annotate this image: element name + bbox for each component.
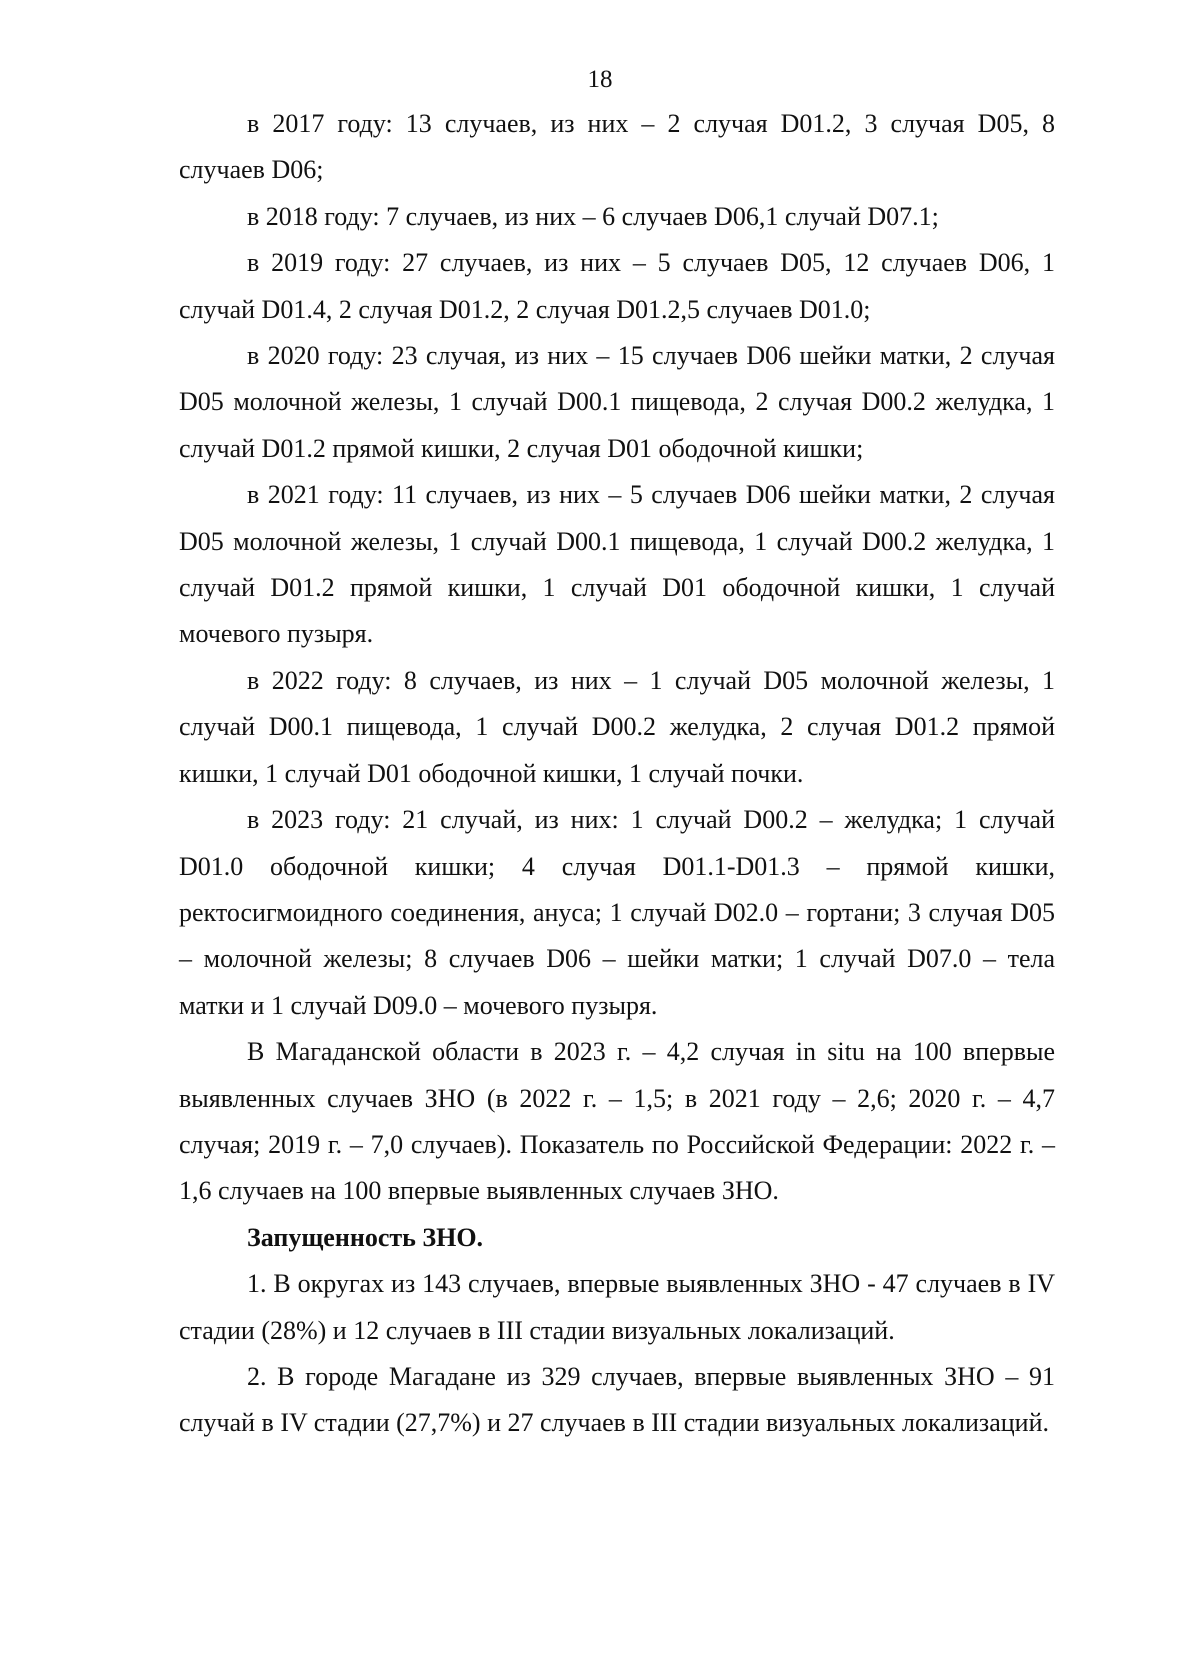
paragraph-2020: в 2020 году: 23 случая, из них – 15 случаев D06 шейки матки, 2 случая D05 молочной железы, 1 случай D00.1 пищевода, 2 случая D00.2 желудка, 1 случай D01.2 прямой кишки, 2 случая D01 ободочной кишки; [179,341,1055,463]
paragraph-2019: в 2019 году: 27 случаев, из них – 5 случаев D05, 12 случаев D06, 1 случай D01.4, 2 случая D01.2, 2 случая D01.2,5 случаев D01.0; [179,248,1055,324]
section-heading: Запущенность ЗНО. [247,1222,484,1252]
paragraph-2022: в 2022 году: 8 случаев, из них – 1 случай D05 молочной железы, 1 случай D00.1 пищевода, 1 случай D00.2 желудка, 2 случая D01.2 прямой кишки, 1 случай D01 ободочной кишки, 1 случай почки. [179,665,1055,788]
list-item-districts: 1. В округах из 143 случаев, впервые выявленных ЗНО - 47 случаев в IV стадии (28%) и 12 случаев в III стадии визуальных локализаций. [179,1269,1055,1345]
list-item-magadan-city: 2. В городе Магадане из 329 случаев, впервые выявленных ЗНО – 91 случай в IV стадии (27,7%) и 27 случаев в III стадии визуальных локализаций. [179,1361,1055,1438]
page-number: 18 [587,66,613,93]
body-text [179,101,1055,1447]
paragraph-2018: в 2018 году: 7 случаев, из них – 6 случаев D06,1 случай D07.1; [247,201,939,231]
paragraph-in-situ-rate: В Магаданской области в 2023 г. – 4,2 случая in situ на 100 впервые выявленных случаев ЗНО (в 2022 г. – 1,5; в 2021 году – 2,6; 2020 г. – 4,7 случая; 2019 г. – 7,0 случаев). Показатель по Российской Федерации: 2022 г. – 1,6 случаев на 100 впервые выявленных случаев ЗНО. [179,1037,1055,1206]
paragraph-2017: в 2017 году: 13 случаев, из них – 2 случая D01.2, 3 случая D05, 8 случаев D06; [179,109,1055,185]
paragraph-2021: в 2021 году: 11 случаев, из них – 5 случаев D06 шейки матки, 2 случая D05 молочной железы, 1 случай D00.1 пищевода, 1 случай D00.2 желудка, 1 случай D01.2 прямой кишки, 1 случай D01 ободочной кишки, 1 случай мочевого пузыря. [179,480,1055,649]
paragraph-2023: в 2023 году: 21 случай, из них: 1 случай D00.2 – желудка; 1 случай D01.0 ободочной кишки; 4 случая D01.1-D01.3 – прямой кишки, ректосигмоидного соединения, ануса; 1 случай D02.0 – гортани; 3 случая D05 – молочной железы; 8 случаев D06 – шейки матки; 1 случай D07.0 – тела матки и 1 случай D09.0 – мочевого пузыря. [179,805,1055,1020]
